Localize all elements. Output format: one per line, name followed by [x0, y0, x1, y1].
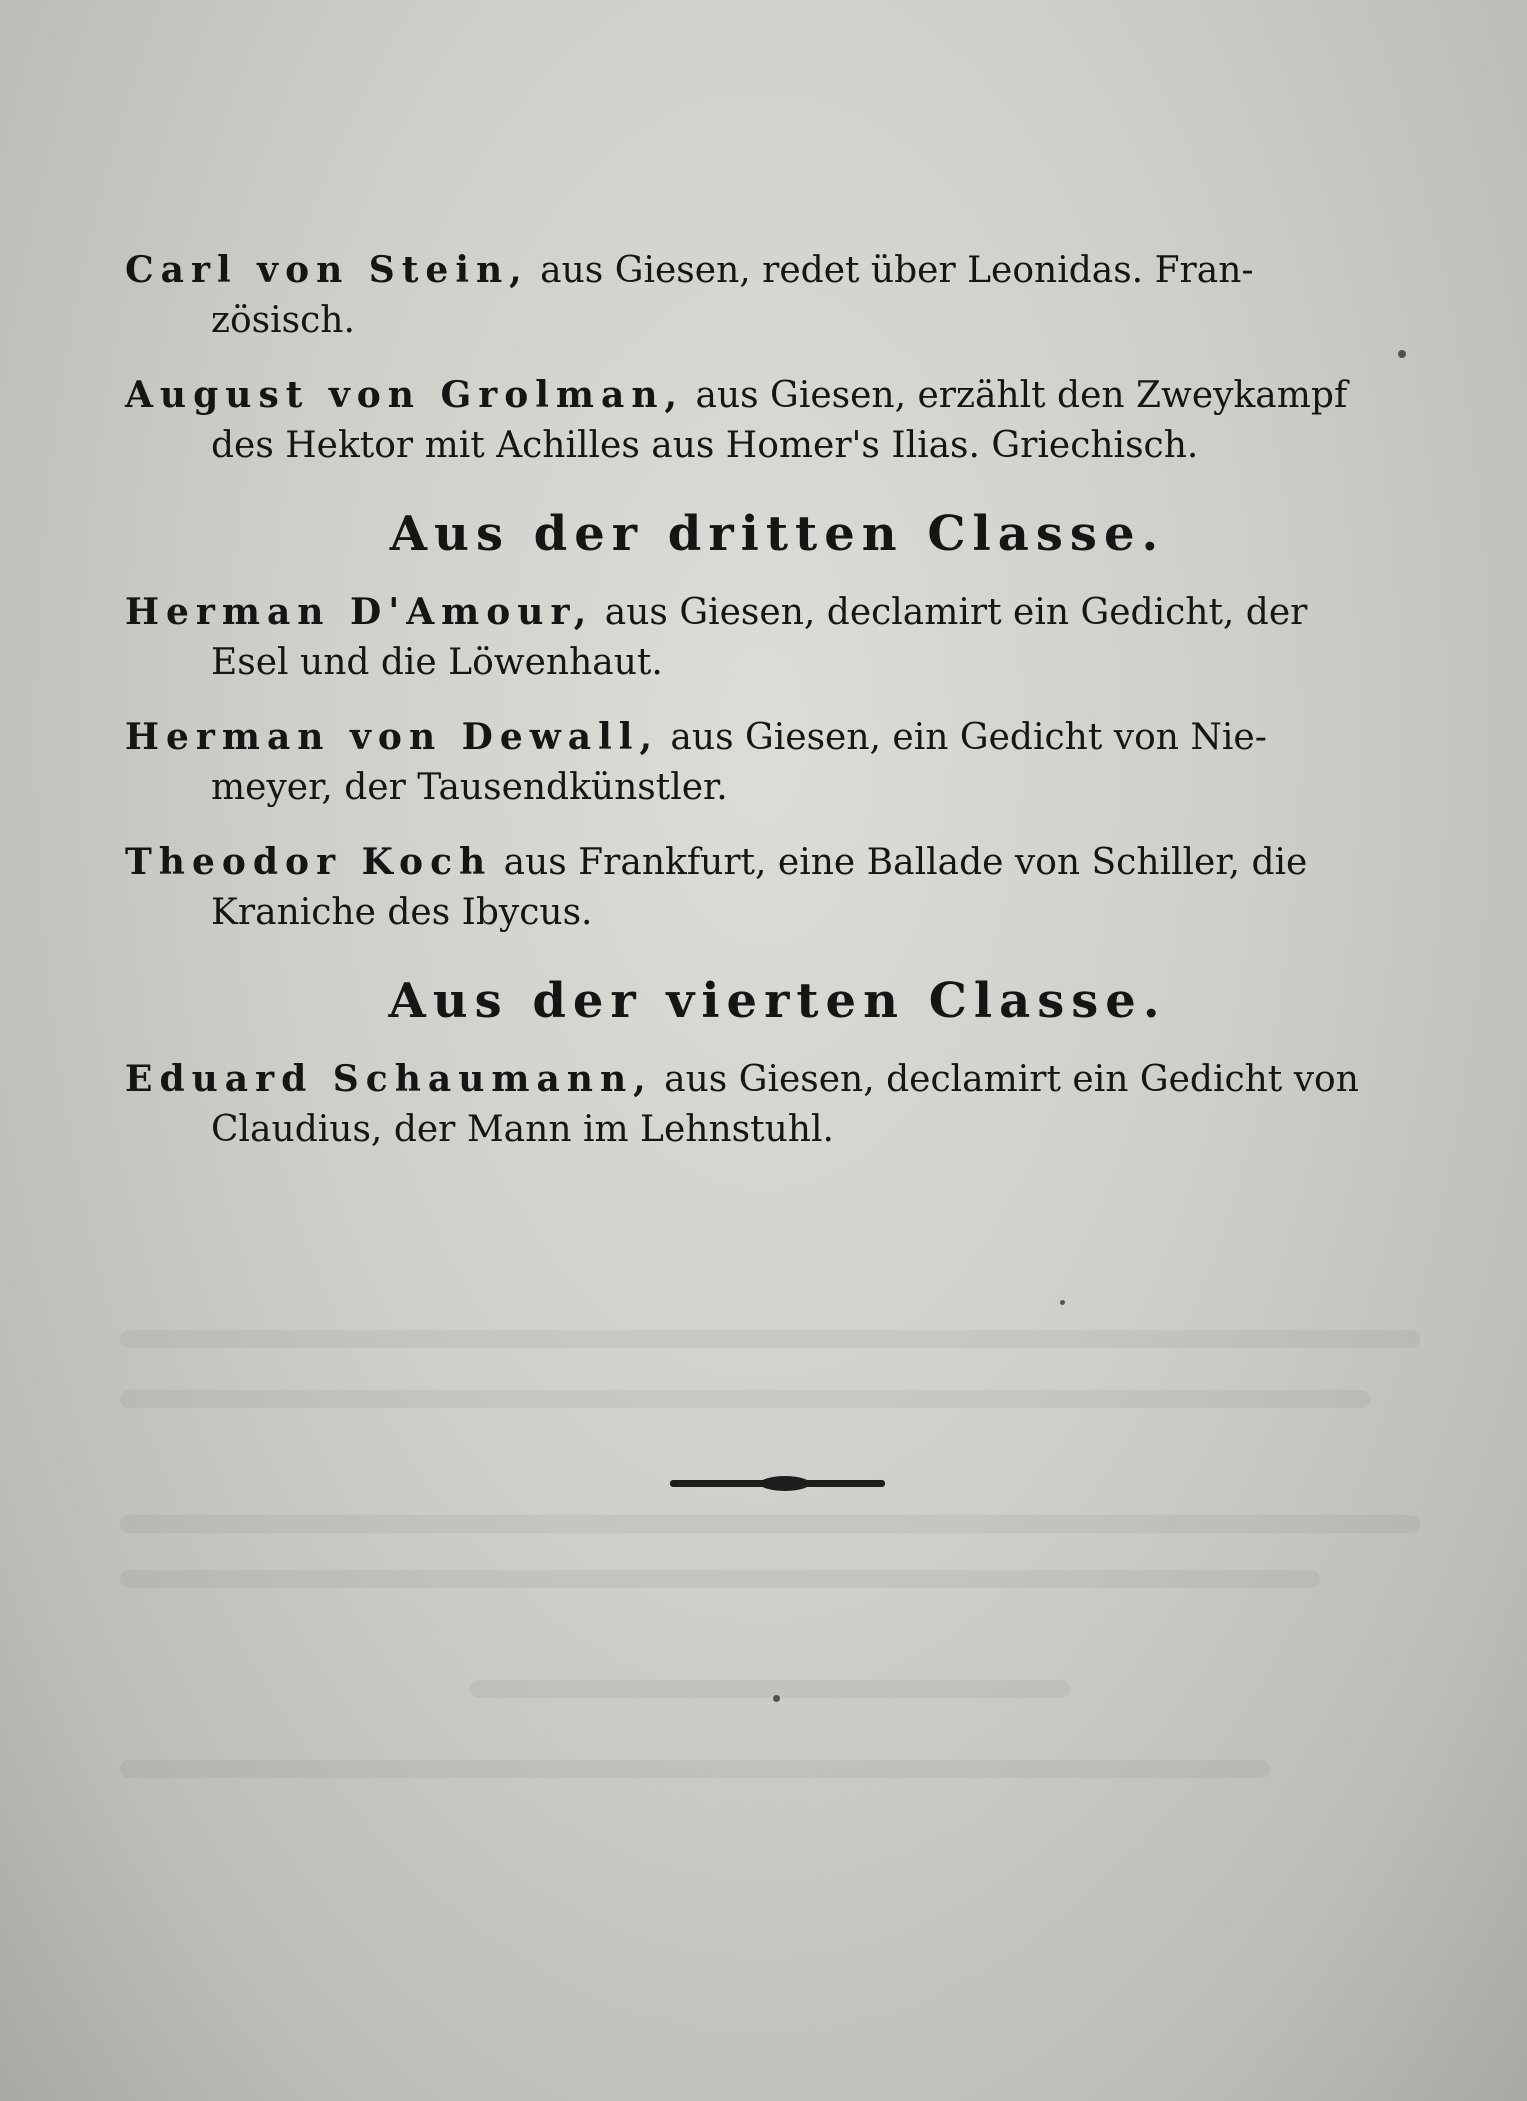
- list-item: [125, 837, 1430, 938]
- entry-continuation: des Hektor mit Achilles aus Homer's Ilias. Griechisch.: [211, 425, 1199, 466]
- page-text: [125, 245, 1430, 1179]
- section-heading-third-class: Aus der dritten Classe.: [389, 506, 1166, 562]
- show-through-band: [470, 1680, 1070, 1698]
- student-name: August von Grolman,: [125, 374, 685, 416]
- entry-continuation: meyer, der Tausendkünstler.: [211, 767, 728, 808]
- show-through-band: [120, 1330, 1420, 1348]
- list-item: [125, 245, 1430, 346]
- entry-continuation: Esel und die Löwenhaut.: [211, 642, 663, 683]
- list-item: [125, 712, 1430, 813]
- entry-text: aus Giesen, ein Gedicht von Nie-: [658, 717, 1267, 758]
- entry-text: aus Giesen, declamirt ein Gedicht von: [652, 1059, 1359, 1100]
- list-item: [125, 587, 1430, 688]
- entry-continuation: Kraniche des Ibycus.: [211, 892, 593, 933]
- entry-text: aus Giesen, redet über Leonidas. Fran-: [528, 250, 1254, 291]
- ink-speck: [773, 1695, 780, 1702]
- entry-continuation: Claudius, der Mann im Lehnstuhl.: [211, 1109, 834, 1150]
- show-through-band: [120, 1760, 1270, 1778]
- list-item: [125, 370, 1430, 471]
- show-through-band: [120, 1390, 1370, 1408]
- ink-speck: [1060, 1300, 1065, 1305]
- student-name: Herman D'Amour,: [125, 591, 594, 633]
- student-name: Eduard Schaumann,: [125, 1058, 653, 1100]
- student-name: Herman von Dewall,: [125, 716, 659, 758]
- show-through-band: [120, 1515, 1420, 1533]
- ornamental-divider: [670, 1480, 885, 1487]
- section-heading-fourth-class: Aus der vierten Classe.: [388, 973, 1167, 1029]
- student-name: Theodor Koch: [125, 841, 493, 883]
- entry-text: aus Giesen, erzählt den Zweykampf: [684, 375, 1348, 416]
- student-name: Carl von Stein,: [125, 249, 529, 291]
- show-through-band: [120, 1570, 1320, 1588]
- entry-continuation: zösisch.: [211, 300, 355, 341]
- entry-text: aus Giesen, declamirt ein Gedicht, der: [593, 592, 1308, 633]
- entry-text: aus Frankfurt, eine Ballade von Schiller, die: [492, 842, 1308, 883]
- list-item: [125, 1054, 1430, 1155]
